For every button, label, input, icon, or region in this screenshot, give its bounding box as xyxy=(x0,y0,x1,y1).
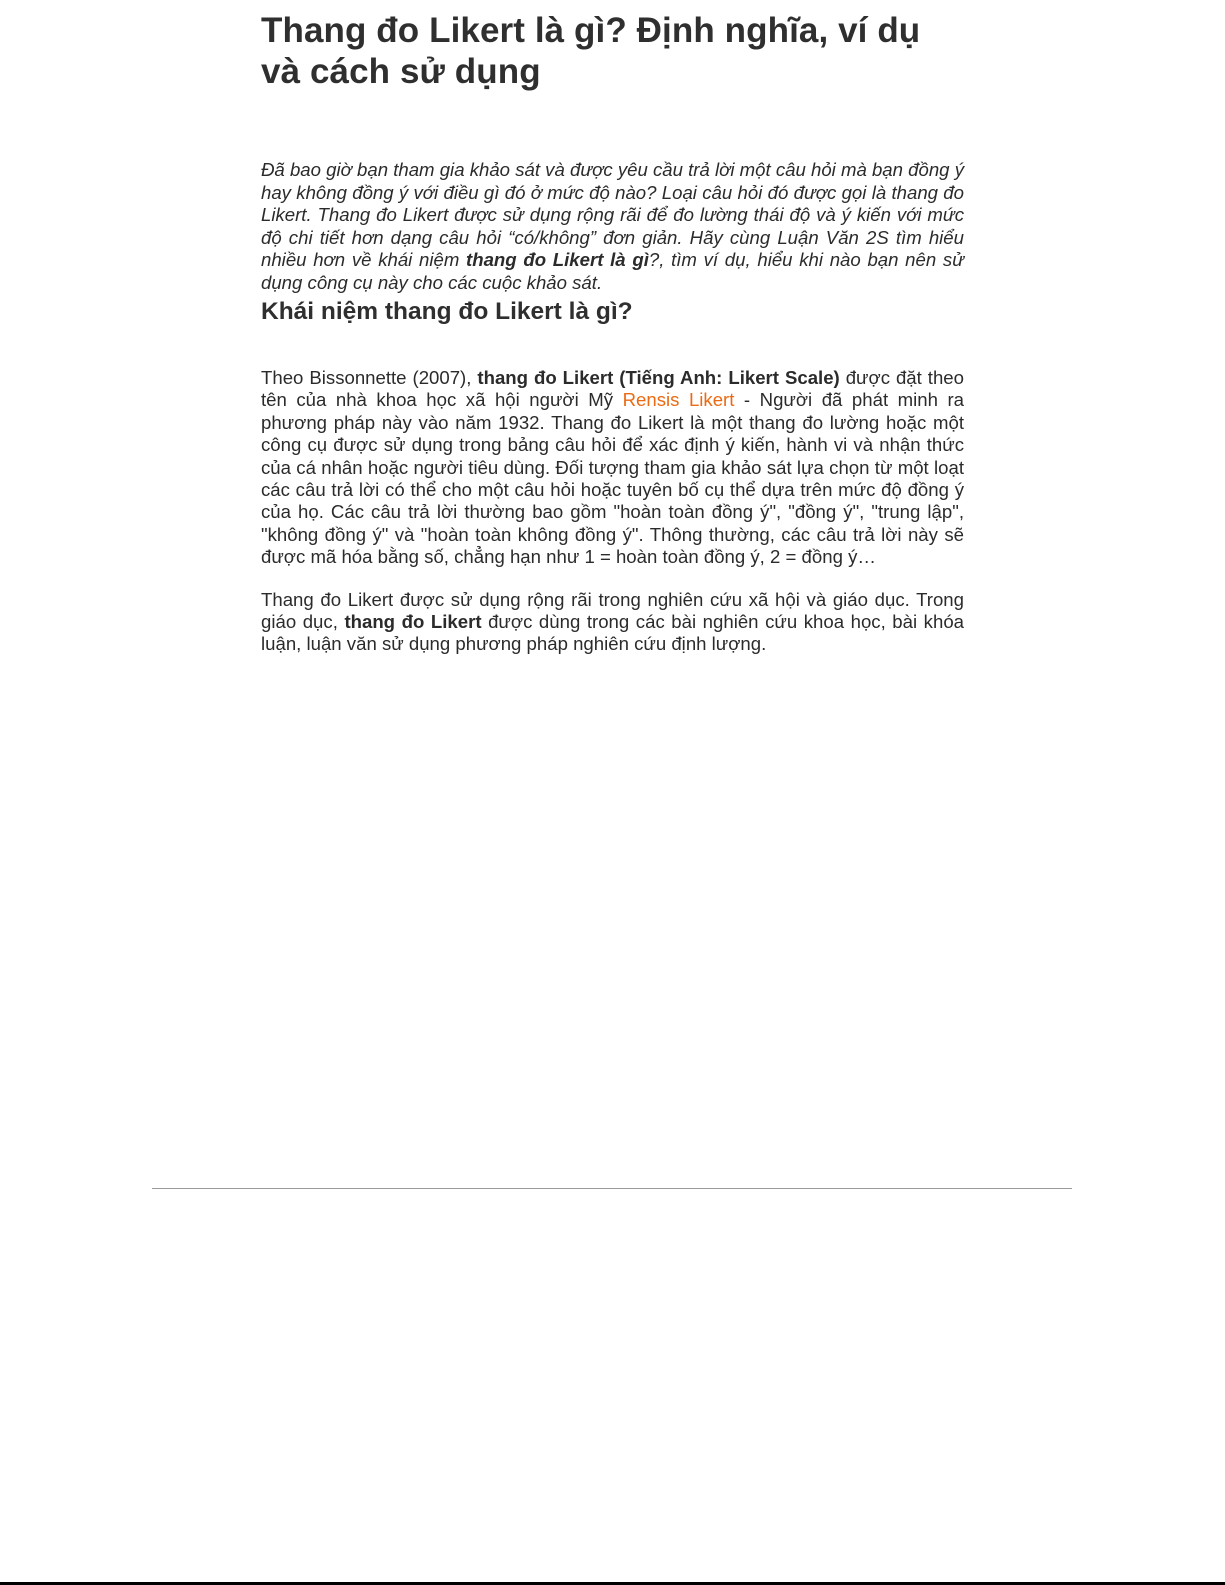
definition-text-2: được đặt theo tên của nhà khoa học xã hội người Mỹ xyxy=(261,367,964,411)
usage-bold-term: thang đo Likert xyxy=(344,611,482,633)
rensis-likert-link[interactable]: Rensis Likert xyxy=(622,389,735,411)
article xyxy=(261,10,964,656)
definition-text-3: - Người đã phát minh ra phương pháp này vào năm 1932. Thang đo Likert là một thang đo lường hoặc một công cụ được sử dụng trong bảng câu hỏi để xác định ý kiến, hành vi và nhận thức của cá nhân hoặc người tiêu dùng. Đối tượng tham gia khảo sát lựa chọn từ một loạt các câu trả lời có thể cho một câu hỏi hoặc tuyên bố cụ thể dựa trên mức độ đồng ý của họ. Các câu trả lời thường bao gồm "hoàn toàn đồng ý", "đồng ý", "trung lập", "không đồng ý" và "hoàn toàn không đồng ý". Thông thường, các câu trả lời này sẽ được mã hóa bằng số, chẳng hạn như 1 = hoàn toàn đồng ý, 2 = đồng ý… xyxy=(261,389,964,568)
intro-text-1: Đã bao giờ bạn tham gia khảo sát và được yêu cầu trả lời một câu hỏi mà bạn đồng ý hay không đồng ý với điều gì đó ở mức độ nào? Loại câu hỏi đó được gọi là thang đo Likert. Thang đo Likert được sử dụng rộng rãi để đo lường thái độ và ý kiến với mức độ chi tiết hơn dạng câu hỏi “có/không” đơn giản. Hãy cùng Luận Văn 2S tìm hiểu nhiều hơn về khái niệm xyxy=(261,159,964,270)
intro-text-2: ?, tìm ví dụ, hiểu khi nào bạn nên sử dụng công cụ này cho các cuộc khảo sát. xyxy=(261,249,964,293)
definition-bold-term: thang đo Likert (Tiếng Anh: Likert Scale) xyxy=(477,367,840,388)
intro-paragraph xyxy=(261,159,964,294)
page-divider xyxy=(152,1188,1072,1189)
usage-text-2: được dùng trong các bài nghiên cứu khoa học, bài khóa luận, luận văn sử dụng phương pháp nghiên cứu định lượng. xyxy=(261,611,964,655)
definition-text-1: Theo Bissonnette (2007), xyxy=(261,367,478,388)
usage-paragraph xyxy=(261,589,964,656)
intro-bold-term: thang đo Likert là gì xyxy=(466,249,649,270)
page-title: Thang đo Likert là gì? Định nghĩa, ví dụ và cách sử dụng xyxy=(261,11,921,91)
usage-text-1: Thang đo Likert được sử dụng rộng rãi trong nghiên cứu xã hội và giáo dục. Trong giáo dục, xyxy=(261,588,964,633)
definition-paragraph xyxy=(261,367,964,569)
section-heading: Khái niệm thang đo Likert là gì? xyxy=(261,298,633,325)
